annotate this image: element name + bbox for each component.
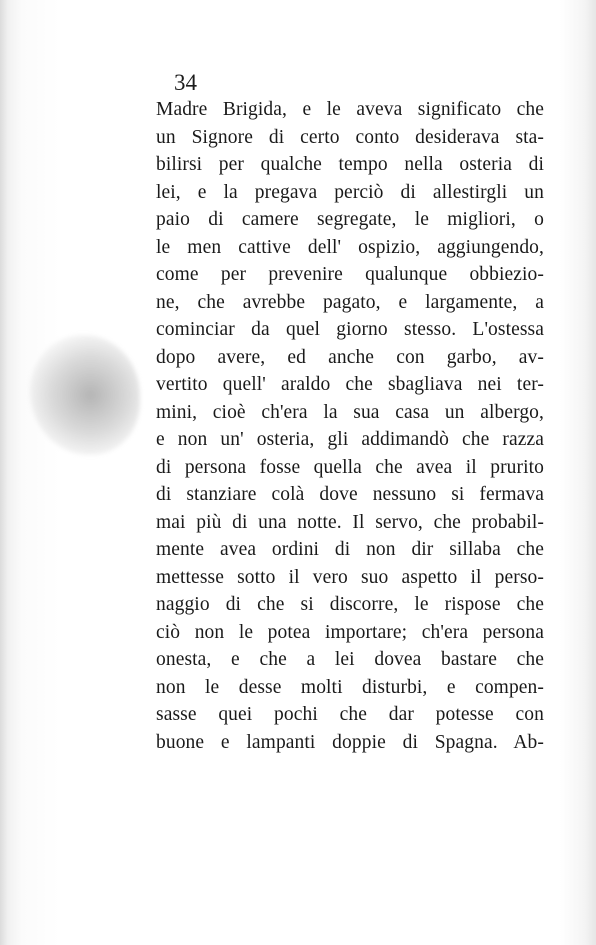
text-line-9: cominciar da quel giorno stesso. L'ostessa (156, 319, 544, 340)
text-line-12: mini, cioè ch'era la sua casa un albergo, (156, 401, 544, 423)
text-line-18: mettesse sotto il vero suo aspetto il perso- (156, 566, 544, 588)
text-line-23: sasse quei pochi che dar potesse con (156, 704, 544, 725)
page-number: 34 (174, 70, 197, 95)
text-line-22: non le desse molti disturbi, e compen- (156, 676, 544, 698)
body-text (156, 96, 544, 756)
text-line-20: ciò non le potea importare; ch'era persona (156, 621, 544, 643)
text-line-24: buone e lampanti doppie di Spagna. Ab- (156, 731, 544, 753)
text-line-16: mai più di una notte. Il servo, che probabil- (156, 511, 544, 533)
text-line-6: le men cattive dell' ospizio, aggiungendo, (156, 236, 544, 258)
text-line-3: bilirsi per qualche tempo nella osteria di (156, 154, 544, 175)
text-line-10: dopo avere, ed anche con garbo, av- (156, 346, 544, 368)
text-line-17: mente avea ordini di non dir sillaba che (156, 539, 544, 560)
text-line-2: un Signore di certo conto desiderava sta- (156, 126, 544, 148)
text-line-14: di persona fosse quella che avea il prurito (156, 456, 544, 478)
text-line-5: paio di camere segregate, le migliori, o (156, 209, 544, 230)
paper-stain (30, 335, 140, 455)
text-line-19: naggio di che si discorre, le rispose che (156, 594, 544, 615)
text-line-1: Madre Brigida, e le aveva significato che (156, 99, 544, 120)
text-line-11: vertito quell' araldo che sbagliava nei ter- (156, 374, 544, 395)
text-line-15: di stanziare colà dove nessuno si fermava (156, 484, 544, 505)
text-line-21: onesta, e che a lei dovea bastare che (156, 649, 544, 670)
text-line-7: come per prevenire qualunque obbiezio- (156, 264, 544, 285)
text-line-13: e non un' osteria, gli addimandò che razza (156, 429, 544, 450)
text-line-4: lei, e la pregava perciò di allestirgli un (156, 181, 544, 203)
text-line-8: ne, che avrebbe pagato, e largamente, a (156, 291, 544, 313)
